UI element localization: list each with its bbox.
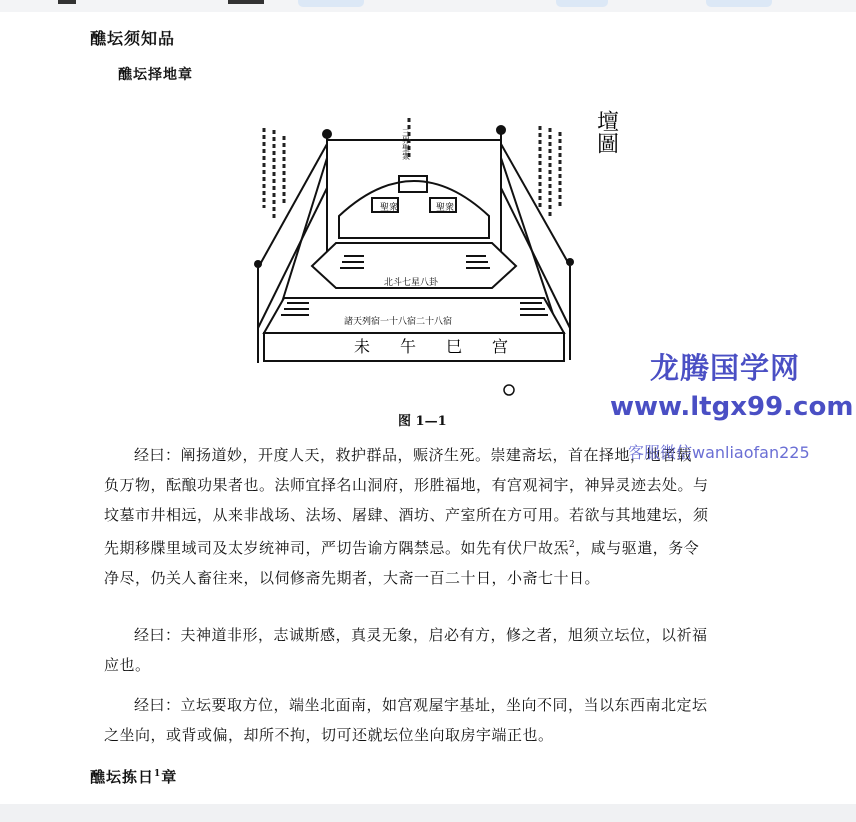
left-seat-label: 聖衆 xyxy=(380,203,399,213)
toolbar-tab[interactable] xyxy=(298,0,364,7)
footnote-mark: 2 xyxy=(569,540,576,550)
watermark-name: 龙腾国学网 xyxy=(650,351,801,385)
section-title: 醮坛须知品 xyxy=(90,29,176,48)
text-line: 之坐向，或背或偏，却所不拘，切可还就坛位坐向取房宇端正也。 xyxy=(104,726,554,744)
toolbar-fragment xyxy=(228,0,264,4)
toolbar-tab[interactable] xyxy=(706,0,772,7)
bottom-strip xyxy=(0,804,856,822)
next-chapter-title xyxy=(90,766,177,787)
right-seat-label: 聖衆 xyxy=(436,203,455,213)
text-line: 经曰：阐扬道妙，开度人天，救护群品，赈济生死。崇建斋坛，首在择地，地者载 xyxy=(134,446,693,464)
watermark-url: www.ltgx99.com xyxy=(610,392,854,422)
text-line-part: 先期移牒里域司及太岁统神司，严切告谕方隅禁忌。如先有伏尸故炁 xyxy=(104,539,570,557)
base-band-label: 未午巳宫 xyxy=(354,337,539,356)
small-circle-mark xyxy=(504,385,514,395)
subsection-title: 醮坛择地章 xyxy=(118,67,193,83)
text-line: 坟墓市井相远，从来非战场、法场、屠肆、酒坊、产室所在方可用。若欲与其地建坛，须 xyxy=(104,506,709,524)
text-line xyxy=(104,530,724,563)
top-toolbar-strip xyxy=(0,0,856,12)
text-line: 经曰：立坛要取方位，端坐北面南，如宫观屋宇基址，坐向不同，当以东西南北定坛 xyxy=(134,696,708,714)
text-line: 经曰：夫神道非形，志诚斯感，真灵无象，启必有方，修之者，旭须立坛位，以祈福 xyxy=(134,626,708,644)
middle-band-label: 北斗七星八卦 xyxy=(384,278,439,288)
toolbar-tab[interactable] xyxy=(556,0,608,7)
top-label: 三界聖衆 xyxy=(401,128,411,160)
next-chapter-suffix: 章 xyxy=(161,768,178,786)
paragraph-2 xyxy=(104,620,724,680)
text-line: 应也。 xyxy=(104,656,151,674)
top-tier xyxy=(339,181,489,238)
next-chapter-text: 醮坛拣日 xyxy=(90,768,155,786)
lower-band-label: 諸天列宿一十八宿二十八宿 xyxy=(344,317,453,327)
footnote-mark: 1 xyxy=(154,769,162,779)
watermark-contact: 客服微信wanliaofan225 xyxy=(628,443,810,462)
figure-caption: 图 1—1 xyxy=(398,414,447,429)
altar-diagram xyxy=(244,98,624,398)
corner-label: 壇圖 xyxy=(593,110,619,154)
text-line: 净尽，仍关人畜往来，以伺修斋先期者，大斋一百二十日，小斋七十日。 xyxy=(104,569,601,587)
paragraph-3 xyxy=(104,690,724,750)
toolbar-fragment xyxy=(58,0,76,4)
text-line: 负万物，酝酿功果者也。法师宜择名山洞府，形胜福地，有宫观祠宇，神异灵迹去处。与 xyxy=(104,476,709,494)
text-line-part: ，咸与驱遣，务令 xyxy=(575,539,700,557)
